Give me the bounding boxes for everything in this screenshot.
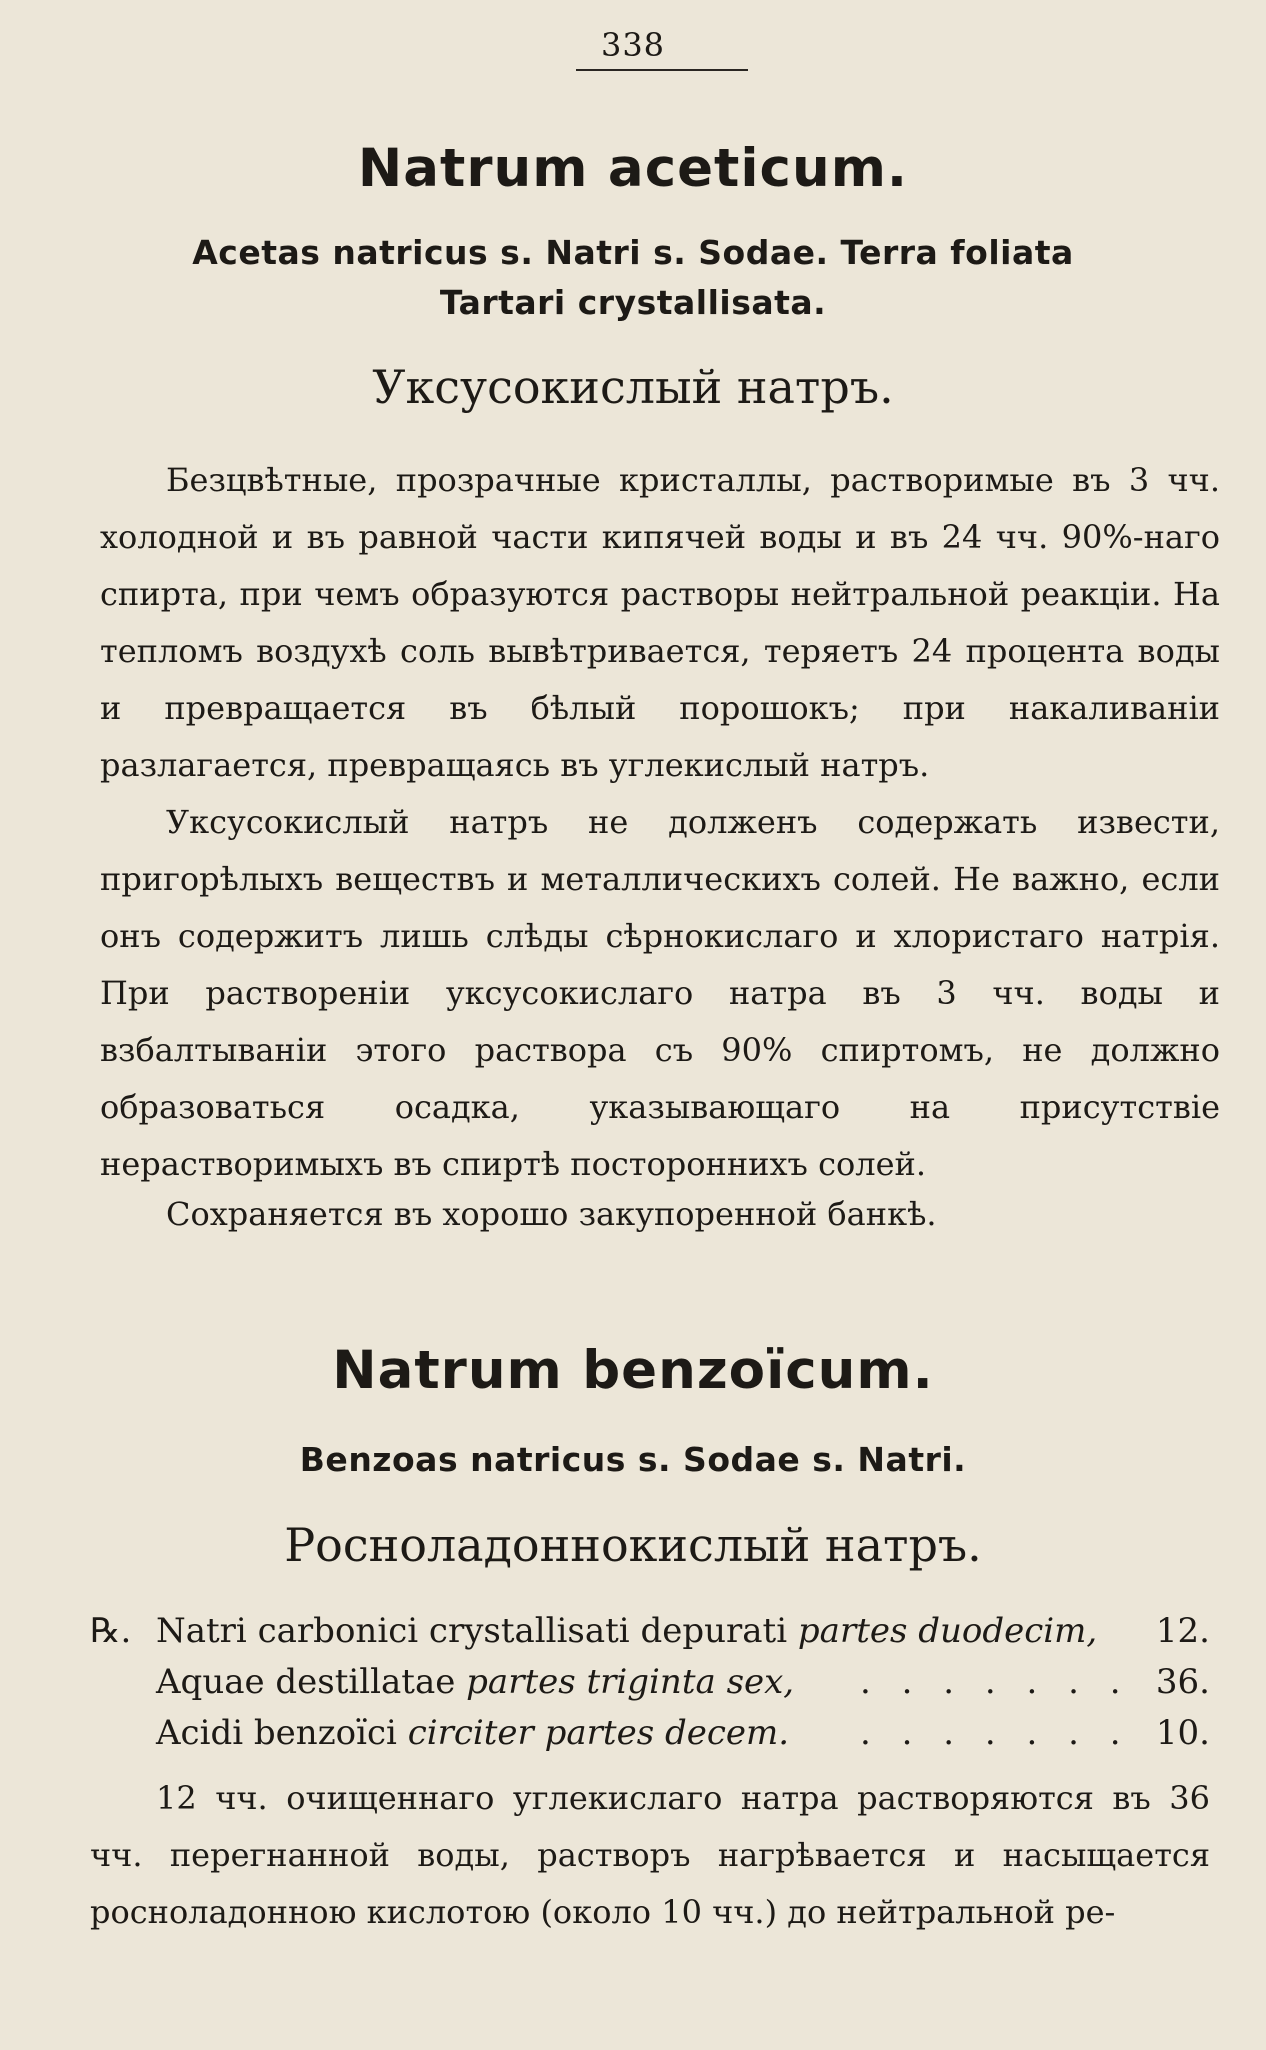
recipe-row	[90, 1606, 1210, 1657]
recipe-symbol: ℞.	[90, 1611, 132, 1651]
section-title-natrum-aceticum: Natrum aceticum.	[357, 138, 909, 199]
recipe-ingredient	[156, 1657, 794, 1708]
paragraph-description: Безцвѣтные, прозрачные кристаллы, растворимые въ 3 чч. холодной и въ равной части кипячей воды и въ 24 чч. 90%-наго спирта, при чемъ образуются растворы нейтральной реакціи. На тепломъ воздухѣ соль вывѣтривается, теряетъ 24 процента воды и превращается въ бѣлый порошокъ; при накаливаніи разлагается, превращаясь въ углекислый натръ.	[100, 461, 1220, 784]
recipe-leader-dots: . . . . . . .	[860, 1662, 1131, 1702]
paragraph-storage: Сохраняется въ хорошо закупоренной банкѣ.	[166, 1195, 937, 1233]
recipe-value: 10.	[1155, 1713, 1210, 1753]
recipe-ingredient-name: Acidi benzoïci	[156, 1713, 397, 1753]
paragraph-purity: Уксусокислый натръ не долженъ содержать извести, пригорѣлыхъ веществъ и металлическихъ солей. Не важно, если онъ содержитъ лишь слѣды сѣрнокислаго и хлористаго натрія. При раствореніи уксусокислаго натра въ 3 чч. воды и взбалтываніи этого раствора съ 90% спиртомъ, не должно образоваться осадка, указывающаго на присутствіе нерастворимыхъ въ спиртѣ постороннихъ солей.	[100, 803, 1220, 1183]
recipe-ingredient-name: Natri carbonici crystallisati depurati	[156, 1611, 788, 1651]
section-synonyms-aceticum: Acetas natricus s. Natri s. Sodae. Terra foliata Tartari crystallisata.	[192, 233, 1074, 322]
recipe-leader-dots: . . . . . . .	[860, 1713, 1131, 1753]
recipe-ingredient-amount: circiter partes decem.	[407, 1713, 790, 1753]
recipe-ingredient-amount: partes duodecim,	[797, 1611, 1098, 1651]
section-title-natrum-benzoicum: Natrum benzoïcum.	[332, 1340, 934, 1401]
recipe-ingredient	[156, 1606, 1097, 1657]
recipe-ingredient-amount: partes triginta sex,	[466, 1662, 795, 1702]
page-number: 338	[600, 26, 666, 64]
recipe-row	[90, 1708, 1210, 1759]
recipe-row	[90, 1657, 1210, 1708]
recipe-ingredient	[156, 1708, 789, 1759]
page-number-rule	[576, 69, 748, 71]
recipe-value: 12.	[1155, 1611, 1210, 1651]
section-synonyms-benzoicum: Benzoas natricus s. Sodae s. Natri.	[299, 1440, 967, 1479]
section-russian-title-aceticum: Уксусокислый натръ.	[372, 360, 894, 414]
recipe-value: 36.	[1155, 1662, 1210, 1702]
section-russian-title-benzoicum: Росноладоннокислый натръ.	[284, 1518, 982, 1572]
recipe-block	[90, 1606, 1210, 1759]
recipe-ingredient-name: Aquae destillatae	[156, 1662, 456, 1702]
paragraph-preparation: 12 чч. очищеннаго углекислаго натра растворяются въ 36 чч. перегнанной воды, растворъ нагрѣвается и насыщается росноладонною кислотою (около 10 чч.) до нейтральной ре-	[90, 1779, 1210, 1931]
